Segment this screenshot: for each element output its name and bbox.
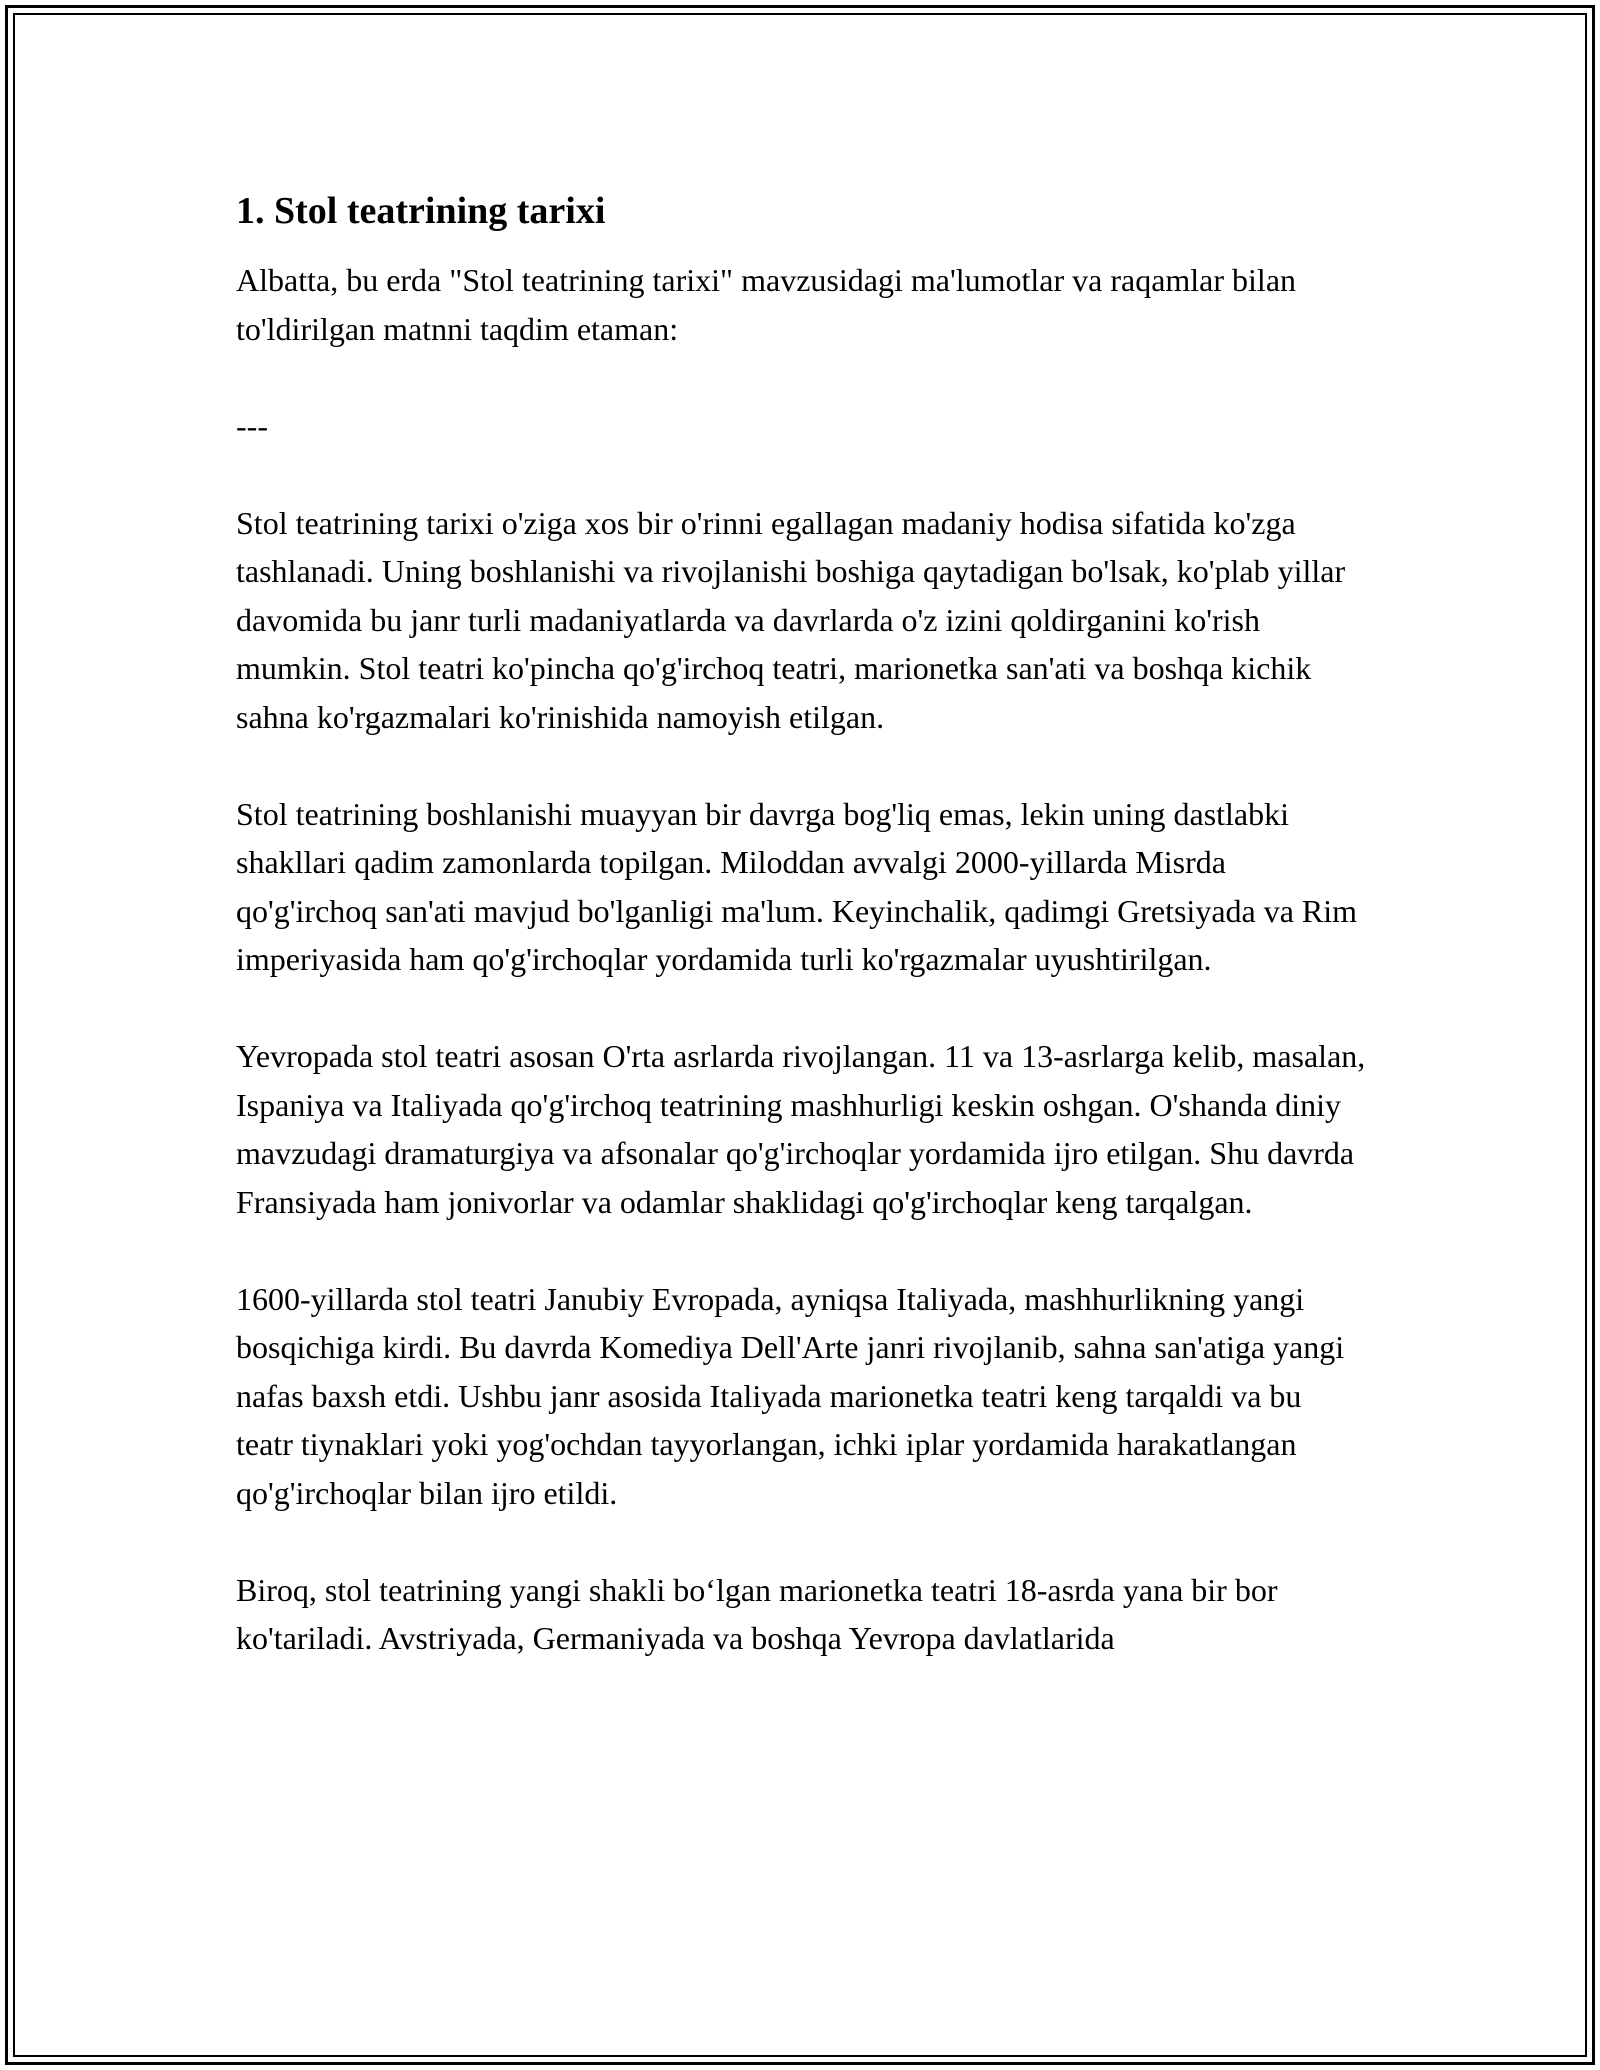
paragraph-origins: Stol teatrining boshlanishi muayyan bir davrga bog'liq emas, lekin uning dastlabki shakllari qadim zamonlarda topilgan. Miloddan avvalgi 2000-yillarda Misrda qo'g'irchoq san'ati mavjud bo'lganligi ma'lum. Keyinchalik, qadimgi Gretsiyada va Rim imperiyasida ham qo'g'irchoqlar yordamida turli ko'rgazmalar uyushtirilgan. [236,795,1358,977]
paragraph-overview: Stol teatrining tarixi o'ziga xos bir o'rinni egallagan madaniy hodisa sifatida ko'zga tashlanadi. Uning boshlanishi va rivojlanishi boshiga qaytadigan bo'lsak, ko'plab yillar davomida bu janr turli madaniyatlarda va davrlarda o'z izini qoldirganini ko'rish mumkin. Stol teatri ko'pincha qo'g'irchoq teatri, marionetka san'ati va boshqa kichik sahna ko'rgazmalari ko'rinishida namoyish etilgan. [236,504,1346,735]
document-body [236,186,1366,1711]
section-heading: 1. Stol teatrining tarixi [236,190,606,232]
separator-line: --- [236,407,268,444]
paragraph-middle-ages: Yevropada stol teatri asosan O'rta asrlarda rivojlangan. 11 va 13-asrlarga kelib, masalan, Ispaniya va Italiyada qo'g'irchoq teatrining mashhurligi keskin oshgan. O'shanda diniy mavzudagi dramaturgiya va afsonalar qo'g'irchoqlar yordamida ijro etilgan. Shu davrda Fransiyada ham jonivorlar va odamlar shaklidagi qo'g'irchoqlar keng tarqalgan. [236,1038,1366,1220]
paragraph-1600s: 1600-yillarda stol teatri Janubiy Evropada, ayniqsa Italiyada, mashhurlikning yangi bosqichiga kirdi. Bu davrda Komediya Dell'Arte janri rivojlanib, sahna san'atiga yangi nafas baxsh etdi. Ushbu janr asosida Italiyada marionetka teatri keng tarqaldi va bu teatr tiynaklari yoki yog'ochdan tayyorlangan, ichki iplar yordamida harakatlangan qo'g'irchoqlar bilan ijro etildi. [236,1280,1345,1511]
paragraph-intro: Albatta, bu erda "Stol teatrining tarixi" mavzusidagi ma'lumotlar va raqamlar bilan to'ldirilgan matnni taqdim etaman: [236,262,1297,347]
paragraph-18th-century: Biroq, stol teatrining yangi shakli bo‘lgan marionetka teatri 18-asrda yana bir bor ko'tariladi. Avstriyada, Germaniyada va boshqa Yevropa davlatlarida [236,1571,1278,1656]
